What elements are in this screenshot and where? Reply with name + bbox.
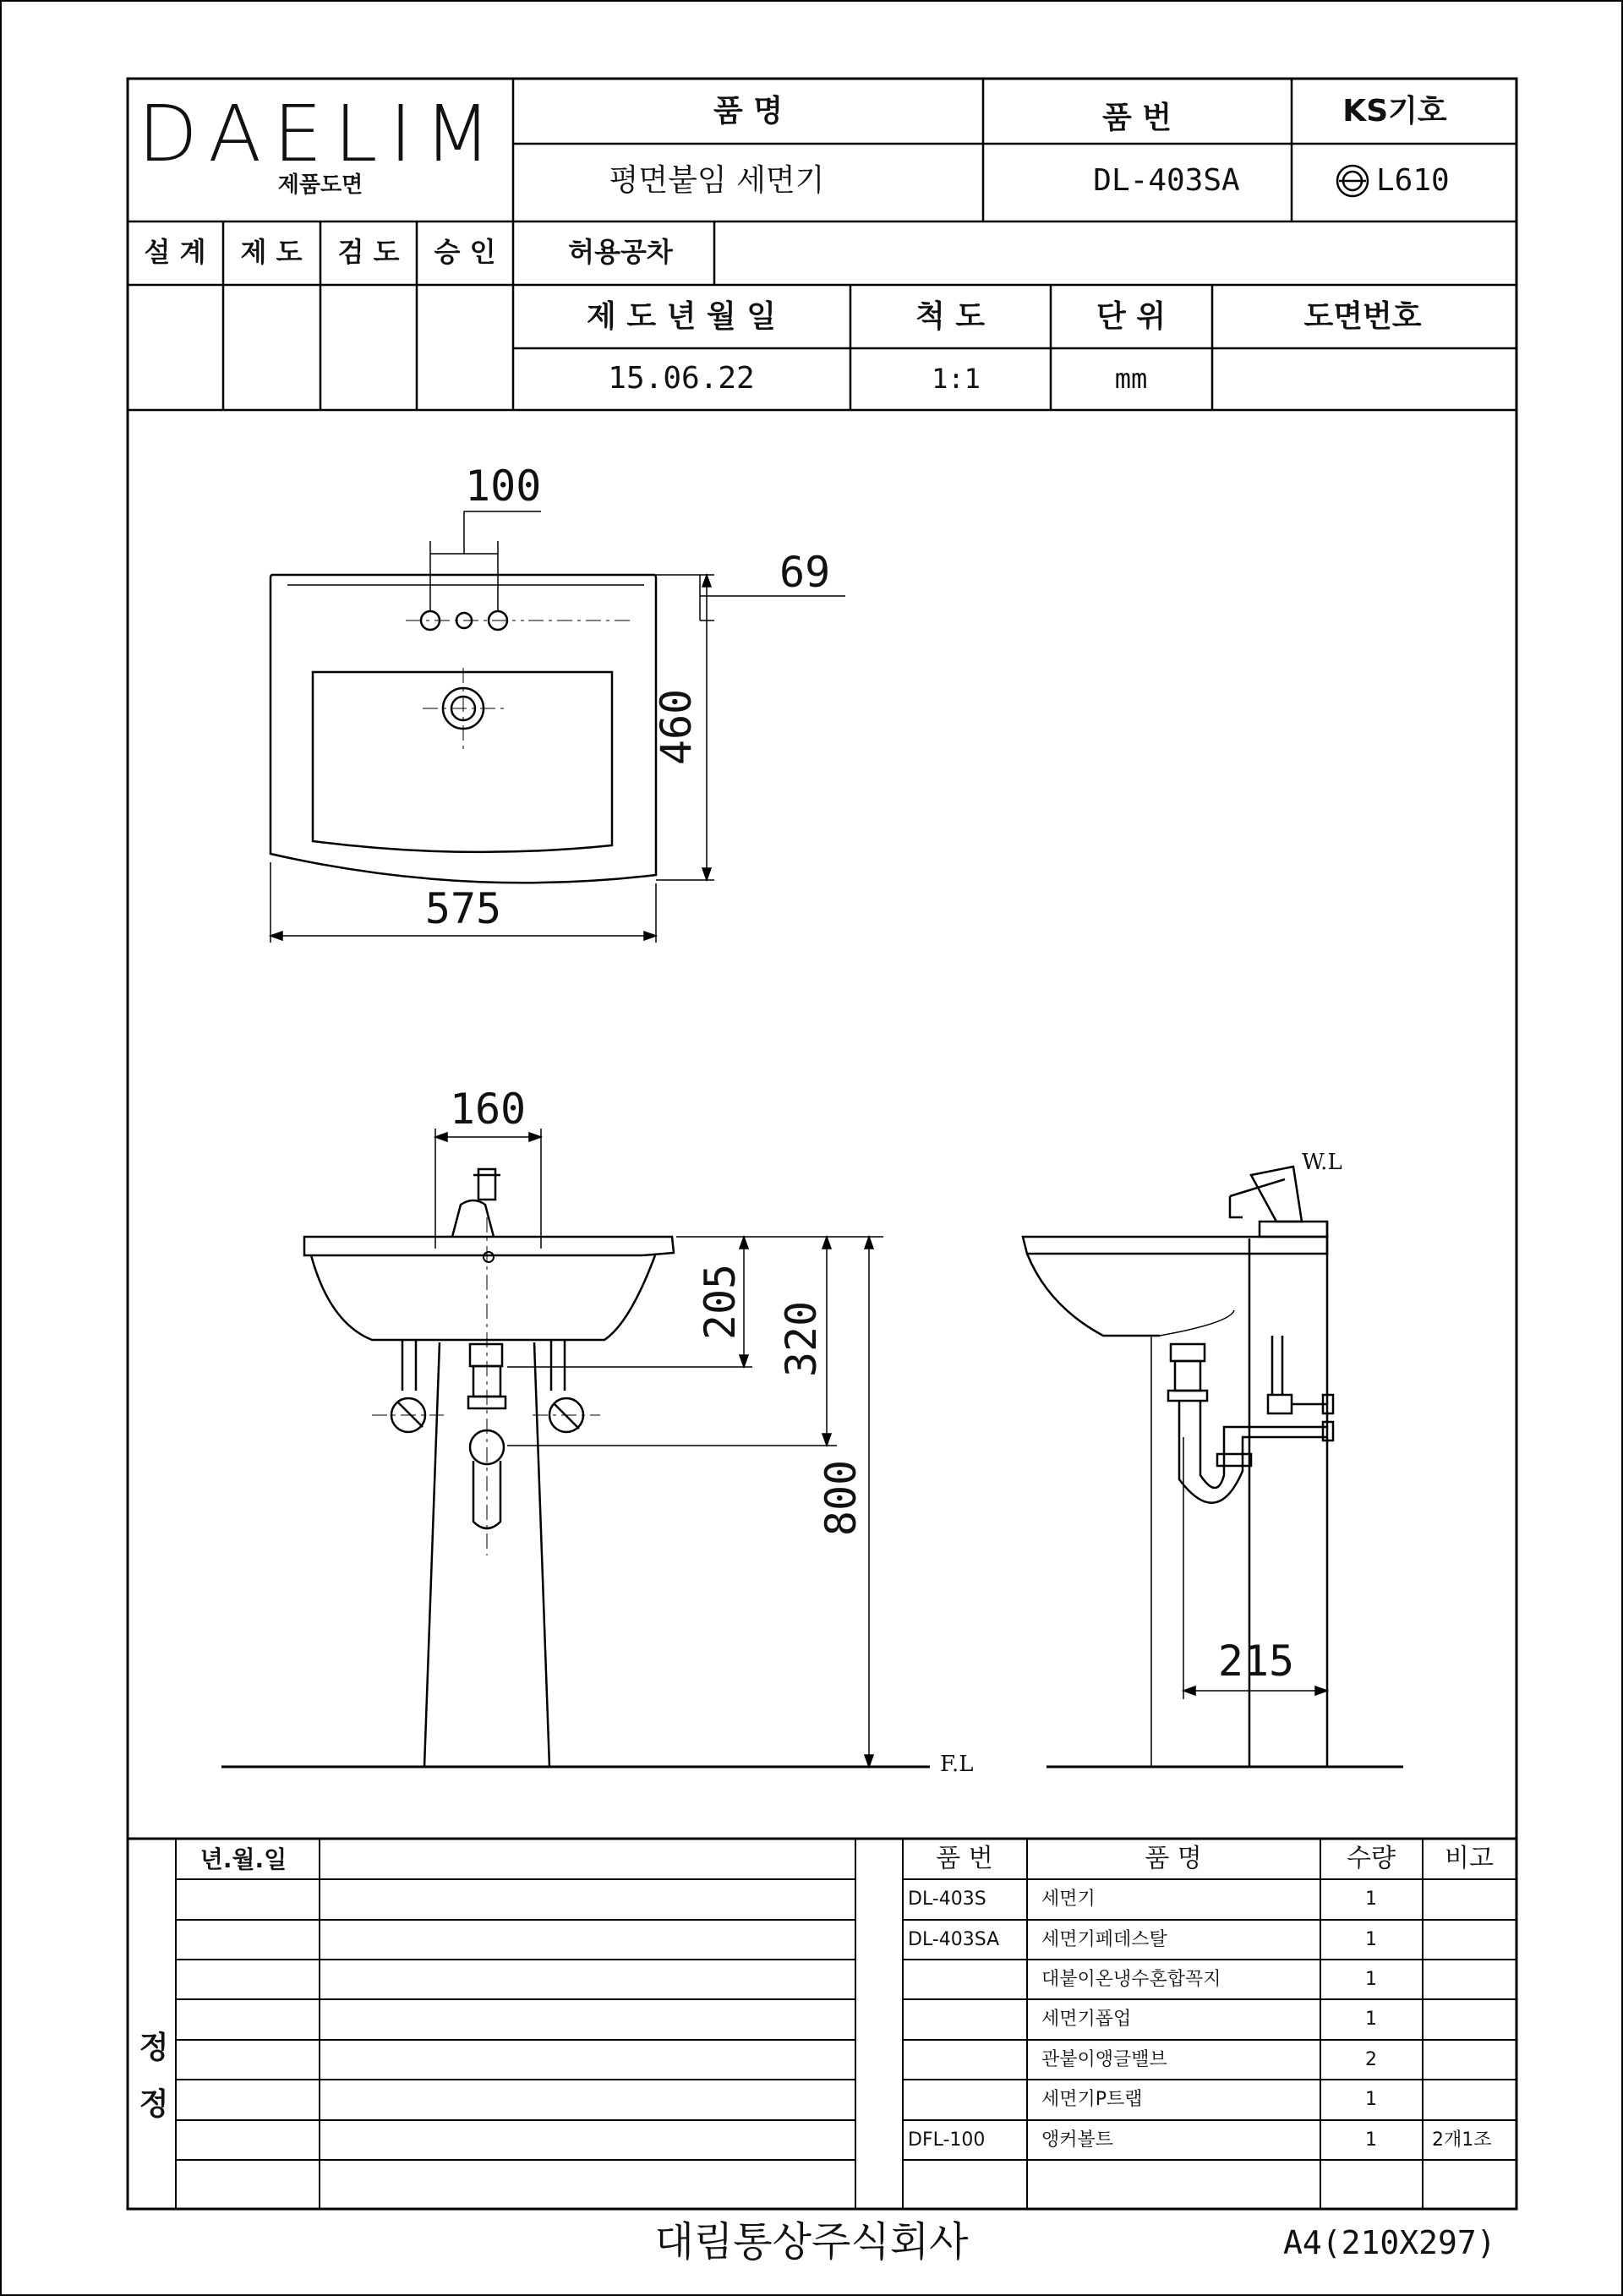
tolerance-header: 허용공차 <box>568 236 673 268</box>
parts-row-qty: 1 <box>1365 1889 1377 1910</box>
logo-subtitle: 제품도면 <box>277 172 363 198</box>
parts-row-qty: 1 <box>1365 2129 1377 2151</box>
parts-row-qty: 1 <box>1365 1969 1377 1990</box>
dim-rim-to-trap: 320 <box>777 1300 826 1378</box>
sign-draft-header: 제 도 <box>240 236 303 268</box>
front-view-centerline <box>372 1217 600 1555</box>
parts-row-name: 앵커볼트 <box>1041 2129 1114 2151</box>
parts-row-code: DL-403S <box>908 1889 986 1910</box>
parts-header-note: 비고 <box>1445 1844 1494 1873</box>
front-view-dimensions <box>435 1129 883 1767</box>
sign-approve-header: 승 인 <box>434 236 496 268</box>
floor-level-label: F.L <box>940 1752 974 1777</box>
paper-size: A4(210X297) <box>1283 2224 1496 2261</box>
parts-header-qty: 수량 <box>1347 1844 1396 1873</box>
dim-front-height: 800 <box>817 1459 866 1537</box>
parts-row-name: 세면기폽업 <box>1041 2009 1132 2030</box>
sign-design-header: 설 계 <box>144 236 206 268</box>
sign-review-header: 검 도 <box>337 236 400 268</box>
dim-tap-offset: 69 <box>779 548 831 597</box>
parts-row-code: DFL-100 <box>908 2129 986 2151</box>
ks-value: L610 <box>1376 163 1450 198</box>
dim-front-tap-width: 160 <box>449 1085 527 1134</box>
bottom-table-grid <box>128 1839 1516 2209</box>
ks-header: KS기호 <box>1342 94 1447 128</box>
top-view-dimensions <box>270 511 845 943</box>
dim-side-trap-offset: 215 <box>1217 1637 1295 1686</box>
scale-header: 척 도 <box>915 299 986 334</box>
drawing-no-header: 도면번호 <box>1303 299 1422 334</box>
scale-value: 1:1 <box>932 363 981 395</box>
product-no-value: DL-403SA <box>1093 163 1240 198</box>
product-name-header: 품 명 <box>713 94 784 128</box>
main-frame <box>128 79 1516 2209</box>
dim-top-width: 575 <box>424 884 502 933</box>
parts-row-code: DL-403SA <box>908 1929 1000 1950</box>
revision-date-header: 년.월.일 <box>199 1845 287 1873</box>
ks-mark-icon <box>1337 166 1368 196</box>
date-value: 15.06.22 <box>608 361 755 396</box>
top-view-centerlines <box>406 620 630 752</box>
dim-top-depth: 460 <box>652 688 701 766</box>
revision-label-2: 정 <box>139 2087 169 2122</box>
parts-row-qty: 1 <box>1365 2009 1377 2030</box>
company-logo: DAELIM <box>137 89 504 179</box>
water-level-label: W.L <box>1302 1150 1342 1175</box>
parts-row-name: 대붙이온냉수혼합꼭지 <box>1041 1969 1221 1990</box>
company-name: 대림통상주식회사 <box>654 2218 969 2266</box>
revision-label-1: 정 <box>139 2031 169 2065</box>
parts-row-qty: 1 <box>1365 1929 1377 1950</box>
unit-header: 단 위 <box>1096 299 1167 334</box>
parts-header-name: 품 명 <box>1145 1844 1202 1873</box>
parts-row-qty: 2 <box>1365 2049 1377 2070</box>
parts-row-name: 세면기페데스탈 <box>1041 1929 1167 1950</box>
parts-row-name: 세면기P트랩 <box>1041 2089 1143 2110</box>
dim-rim-to-drain: 205 <box>696 1263 745 1341</box>
parts-header-code: 품 번 <box>936 1844 993 1873</box>
parts-row-name: 관붙이앵글밸브 <box>1041 2049 1167 2070</box>
dim-tap-spacing: 100 <box>465 462 542 511</box>
front-view-lavatory <box>304 1169 674 1767</box>
parts-row-name: 세면기 <box>1041 1889 1096 1910</box>
product-no-header: 품 번 <box>1101 101 1172 135</box>
parts-row-qty: 1 <box>1365 2089 1377 2110</box>
date-header: 제 도 년 월 일 <box>586 299 777 334</box>
product-name-value: 평면붙임 세면기 <box>609 163 825 198</box>
parts-row-note: 2개1조 <box>1432 2129 1492 2151</box>
page-border <box>1 1 1622 2295</box>
unit-value: mm <box>1114 363 1148 395</box>
